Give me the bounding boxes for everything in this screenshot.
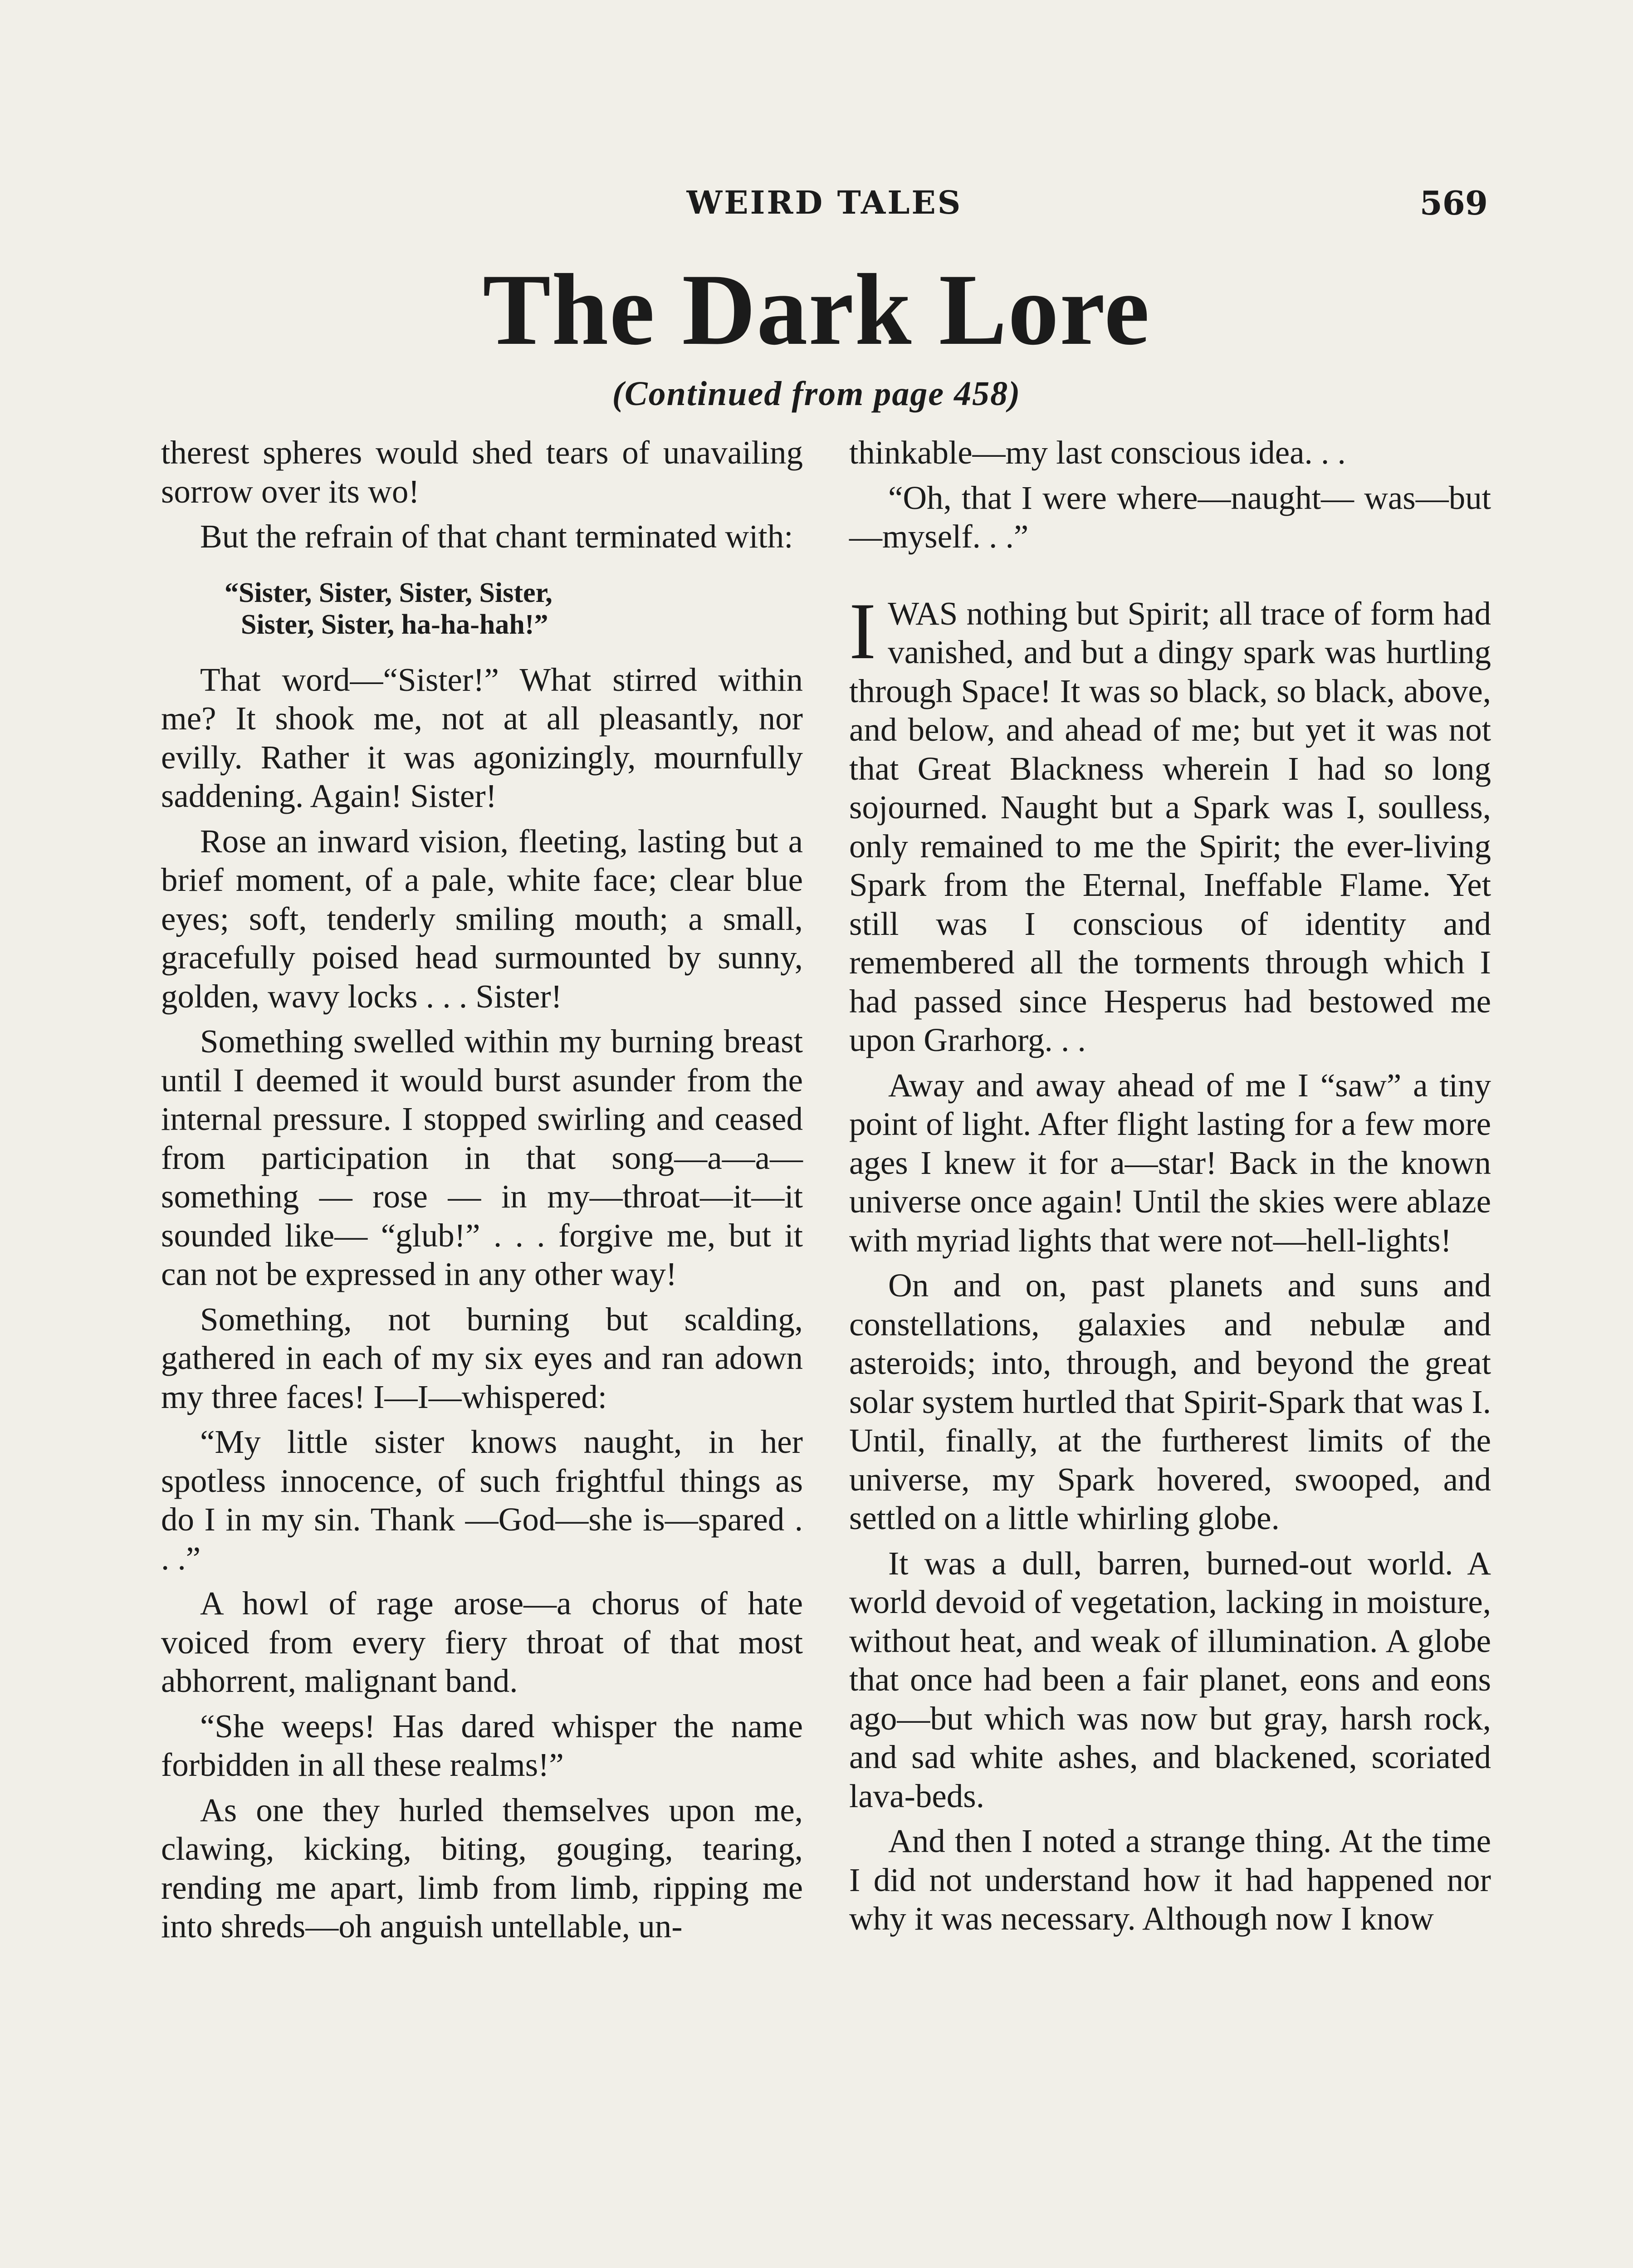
paragraph: But the refrain of that chant terminated with: — [200, 518, 793, 555]
paragraph: Away and away ahead of me I “saw” a tiny point of light. After flight lasting for a few more ages I knew it for a—star! Back in the known universe once again! Until the skies were ablaze with myriad lights that were not—hell-lights! — [849, 1066, 1491, 1259]
chant-verse — [225, 577, 803, 640]
story-title: The Dark Lore — [483, 253, 1150, 366]
paragraph: Something swelled within my burning breast until I deemed it would burst asunder from the internal pressure. I stopped swirling and ceased from participation in that song—a—a—something — rose — in my—throat—it—it sounded like— “glub!” . . . forgive me, but it can not be expressed in any other way! — [161, 1023, 803, 1292]
right-column — [849, 433, 1491, 1945]
paragraph: thinkable—my last conscious idea. . . — [849, 434, 1346, 471]
left-column — [161, 433, 803, 1952]
paragraph: “Oh, that I were where—naught— was—but—myself. . .” — [849, 479, 1491, 555]
paragraph: A howl of rage arose—a chorus of hate voiced from every fiery throat of that most abhorrent, malignant band. — [161, 1585, 803, 1699]
section-opening-paragraph — [849, 586, 1491, 1060]
paragraph: “She weeps! Has dared whisper the name forbidden in all these realms!” — [161, 1707, 803, 1783]
running-head-title: WEIRD TALES — [686, 184, 963, 221]
continued-from-note: (Continued from page 458) — [612, 375, 1021, 413]
section-break — [849, 562, 1491, 594]
paragraph: As one they hurled themselves upon me, clawing, kicking, biting, gouging, tearing, rending me apart, limb from limb, ripping me into shreds—oh anguish untellable, un- — [161, 1791, 803, 1945]
paragraph: therest spheres would shed tears of unavailing sorrow over its wo! — [161, 434, 803, 510]
verse-line: Sister, Sister, ha-ha-hah!” — [241, 609, 548, 640]
paragraph: It was a dull, barren, burned-out world. A world devoid of vegetation, lacking in moisture, without heat, and weak of illumination. A globe that once had been a fair planet, eons and eons ago—but which was now but gray, harsh rock, and sad white ashes, and blackened, scoriated lava-beds. — [849, 1545, 1491, 1814]
paragraph: Something, not burning but scalding, gathered in each of my six eyes and ran adown my three faces! I—I—whispered: — [161, 1300, 803, 1415]
drop-cap: I — [849, 586, 876, 676]
paragraph: Rose an inward vision, fleeting, lasting but a brief moment, of a pale, white face; clear blue eyes; soft, tenderly smiling mouth; a small, gracefully poised head surmounted by sunny, golden, wavy locks . . . Sister! — [161, 822, 803, 1015]
page-number: 569 — [1419, 184, 1488, 222]
paragraph: On and on, past planets and suns and constellations, galaxies and nebulæ and asteroids; into, through, and beyond the great solar system hurtled that Spirit-Spark that was I. Until, finally, at the furtherest limits of the universe, my Spark hovered, swooped, and settled on a little whirling globe. — [849, 1267, 1491, 1536]
paragraph: That word—“Sister!” What stirred within me? It shook me, not at all pleasantly, nor evilly. Rather it was agonizingly, mournfully saddening. Again! Sister! — [161, 661, 803, 814]
paragraph: And then I noted a strange thing. At the time I did not understand how it had happened nor why it was necessary. Although now I know — [849, 1823, 1491, 1937]
running-header — [161, 184, 1488, 234]
verse-line: “Sister, Sister, Sister, Sister, — [225, 577, 552, 608]
paragraph: “My little sister knows naught, in her spotless innocence, of such frightful things as do I in my sin. Thank —God—she is—spared . . .” — [161, 1423, 803, 1577]
paragraph-text: WAS nothing but Spirit; all trace of form had vanished, and but a dingy spark was hurtling through Space! It was so black, so black, above, and below, and ahead of me; but yet it was not that Great Blackness wherein I had so long sojourned. Naught but a Spark was I, soulless, only remained to me the Spirit; the ever-living Spark from the Eternal, Ineffable Flame. Yet still was I conscious of identity and remembered all the torments through which I had passed since Hesperus had bestowed me upon Grarhorg. . . — [849, 595, 1491, 1058]
